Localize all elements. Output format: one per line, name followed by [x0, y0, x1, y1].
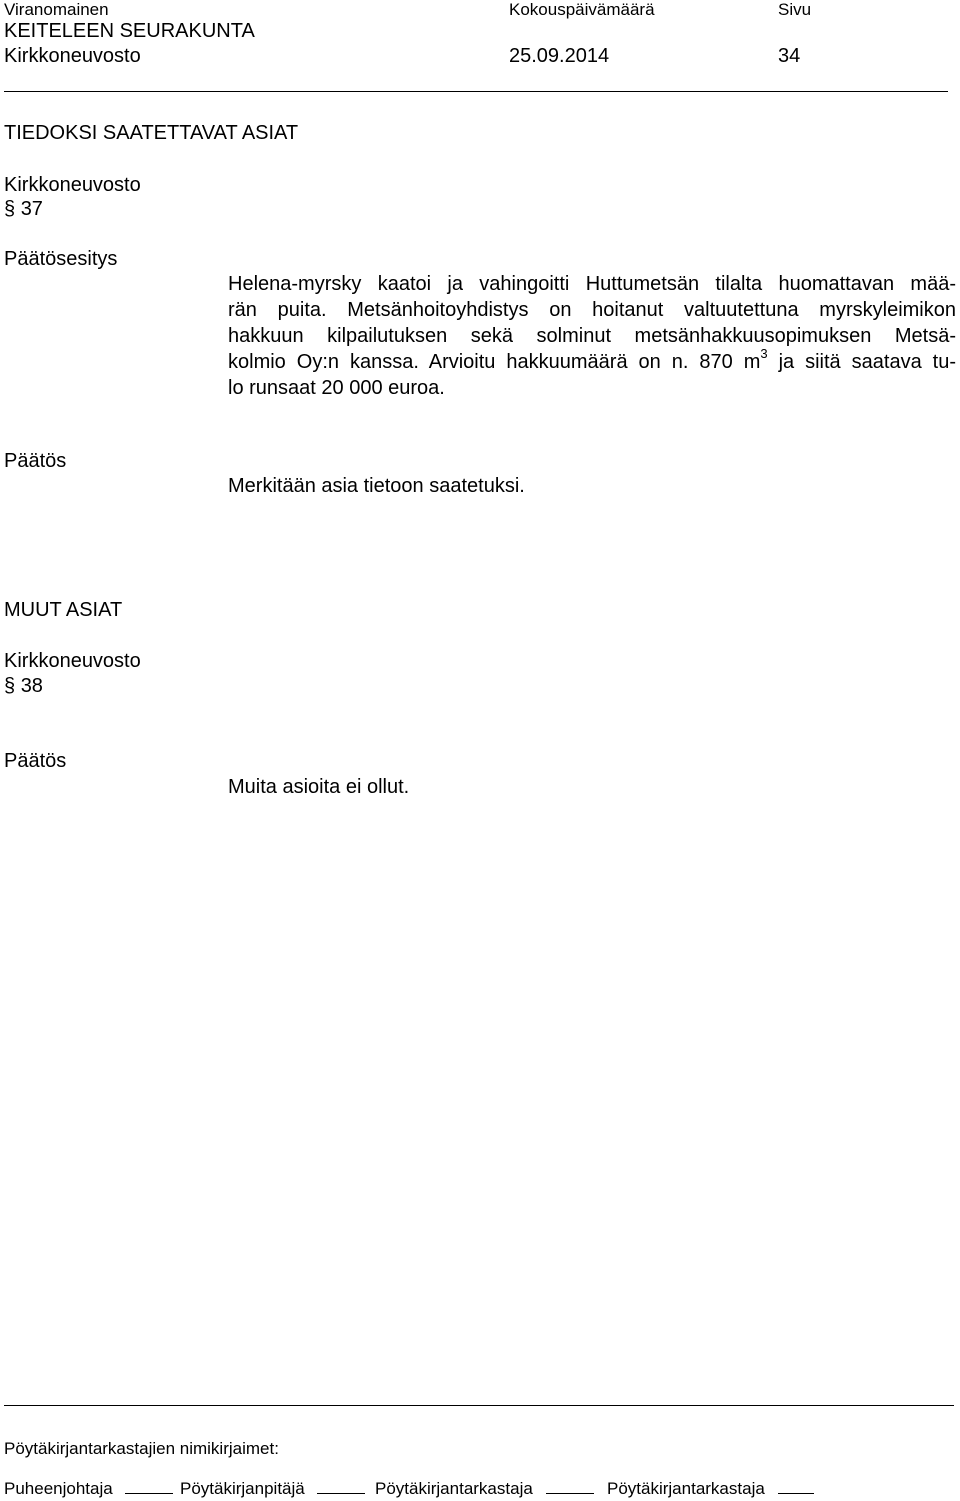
- page-label: Sivu: [778, 0, 812, 19]
- meeting-date: 25.09.2014: [509, 45, 610, 67]
- section-number: [4, 674, 43, 698]
- section-heading-other: MUUT ASIAT: [4, 599, 123, 621]
- initials-label: Pöytäkirjantarkastajien nimikirjaimet:: [4, 1439, 279, 1458]
- date-label: Kokouspäivämäärä: [509, 0, 655, 19]
- proposal-label: Päätösesitys: [4, 248, 118, 270]
- section-number-value: 38: [20, 675, 43, 697]
- page-number: 34: [778, 45, 801, 67]
- signer-secretary: [180, 1479, 365, 1499]
- signer-chairman: [4, 1479, 173, 1499]
- signer-label: Pöytäkirjantarkastaja: [607, 1479, 765, 1498]
- signer-examiner-2: [607, 1479, 814, 1499]
- decision-label: Päätös: [4, 450, 67, 472]
- signature-line: [546, 1479, 594, 1494]
- decision-label: Päätös: [4, 750, 67, 772]
- section-heading-info: TIEDOKSI SAATETTAVAT ASIAT: [4, 122, 299, 144]
- authority-label: Viranomainen: [4, 0, 109, 19]
- section-number-value: 37: [20, 198, 43, 220]
- proposal-text: [228, 271, 956, 401]
- authority-name: KEITELEEN SEURAKUNTA: [4, 20, 255, 42]
- signature-line: [317, 1479, 365, 1494]
- proposal-line: hakkuun kilpailutuksen sekä solminut metsänhakkuusopimuksen Metsä-: [228, 325, 956, 347]
- proposal-line: Helena-myrsky kaatoi ja vahingoitti Huttumetsän tilalta huomattavan mää-: [228, 273, 956, 295]
- proposal-line: lo runsaat 20 000 euroa.: [228, 377, 445, 399]
- signer-examiner-1: [375, 1479, 594, 1499]
- signature-line: [778, 1479, 814, 1494]
- paragraph-symbol: §: [4, 675, 16, 697]
- decision-text: Muita asioita ei ollut.: [228, 776, 410, 798]
- header-divider: [4, 91, 948, 92]
- proposal-line: [228, 346, 956, 375]
- proposal-line: rän puita. Metsänhoitoyhdistys on hoitanut valtuutettuna myrskyleimikon: [228, 299, 956, 321]
- footer-divider: [4, 1405, 954, 1406]
- proposal-line-tail: ja siitä saatava tu-: [767, 351, 956, 373]
- section-body-name: Kirkkoneuvosto: [4, 650, 141, 672]
- proposal-line-head: kolmio Oy:n kanssa. Arvioitu hakkuumäärä on n. 870 m: [228, 351, 761, 373]
- signer-label: Pöytäkirjantarkastaja: [375, 1479, 533, 1498]
- body-name: Kirkkoneuvosto: [4, 45, 141, 67]
- section-body-name: Kirkkoneuvosto: [4, 174, 141, 196]
- paragraph-symbol: §: [4, 198, 16, 220]
- signature-line: [125, 1479, 173, 1494]
- signer-label: Pöytäkirjanpitäjä: [180, 1479, 305, 1498]
- section-number: [4, 197, 43, 221]
- cubic-superscript: 3: [760, 346, 768, 362]
- decision-text: Merkitään asia tietoon saatetuksi.: [228, 475, 525, 497]
- signer-label: Puheenjohtaja: [4, 1479, 113, 1498]
